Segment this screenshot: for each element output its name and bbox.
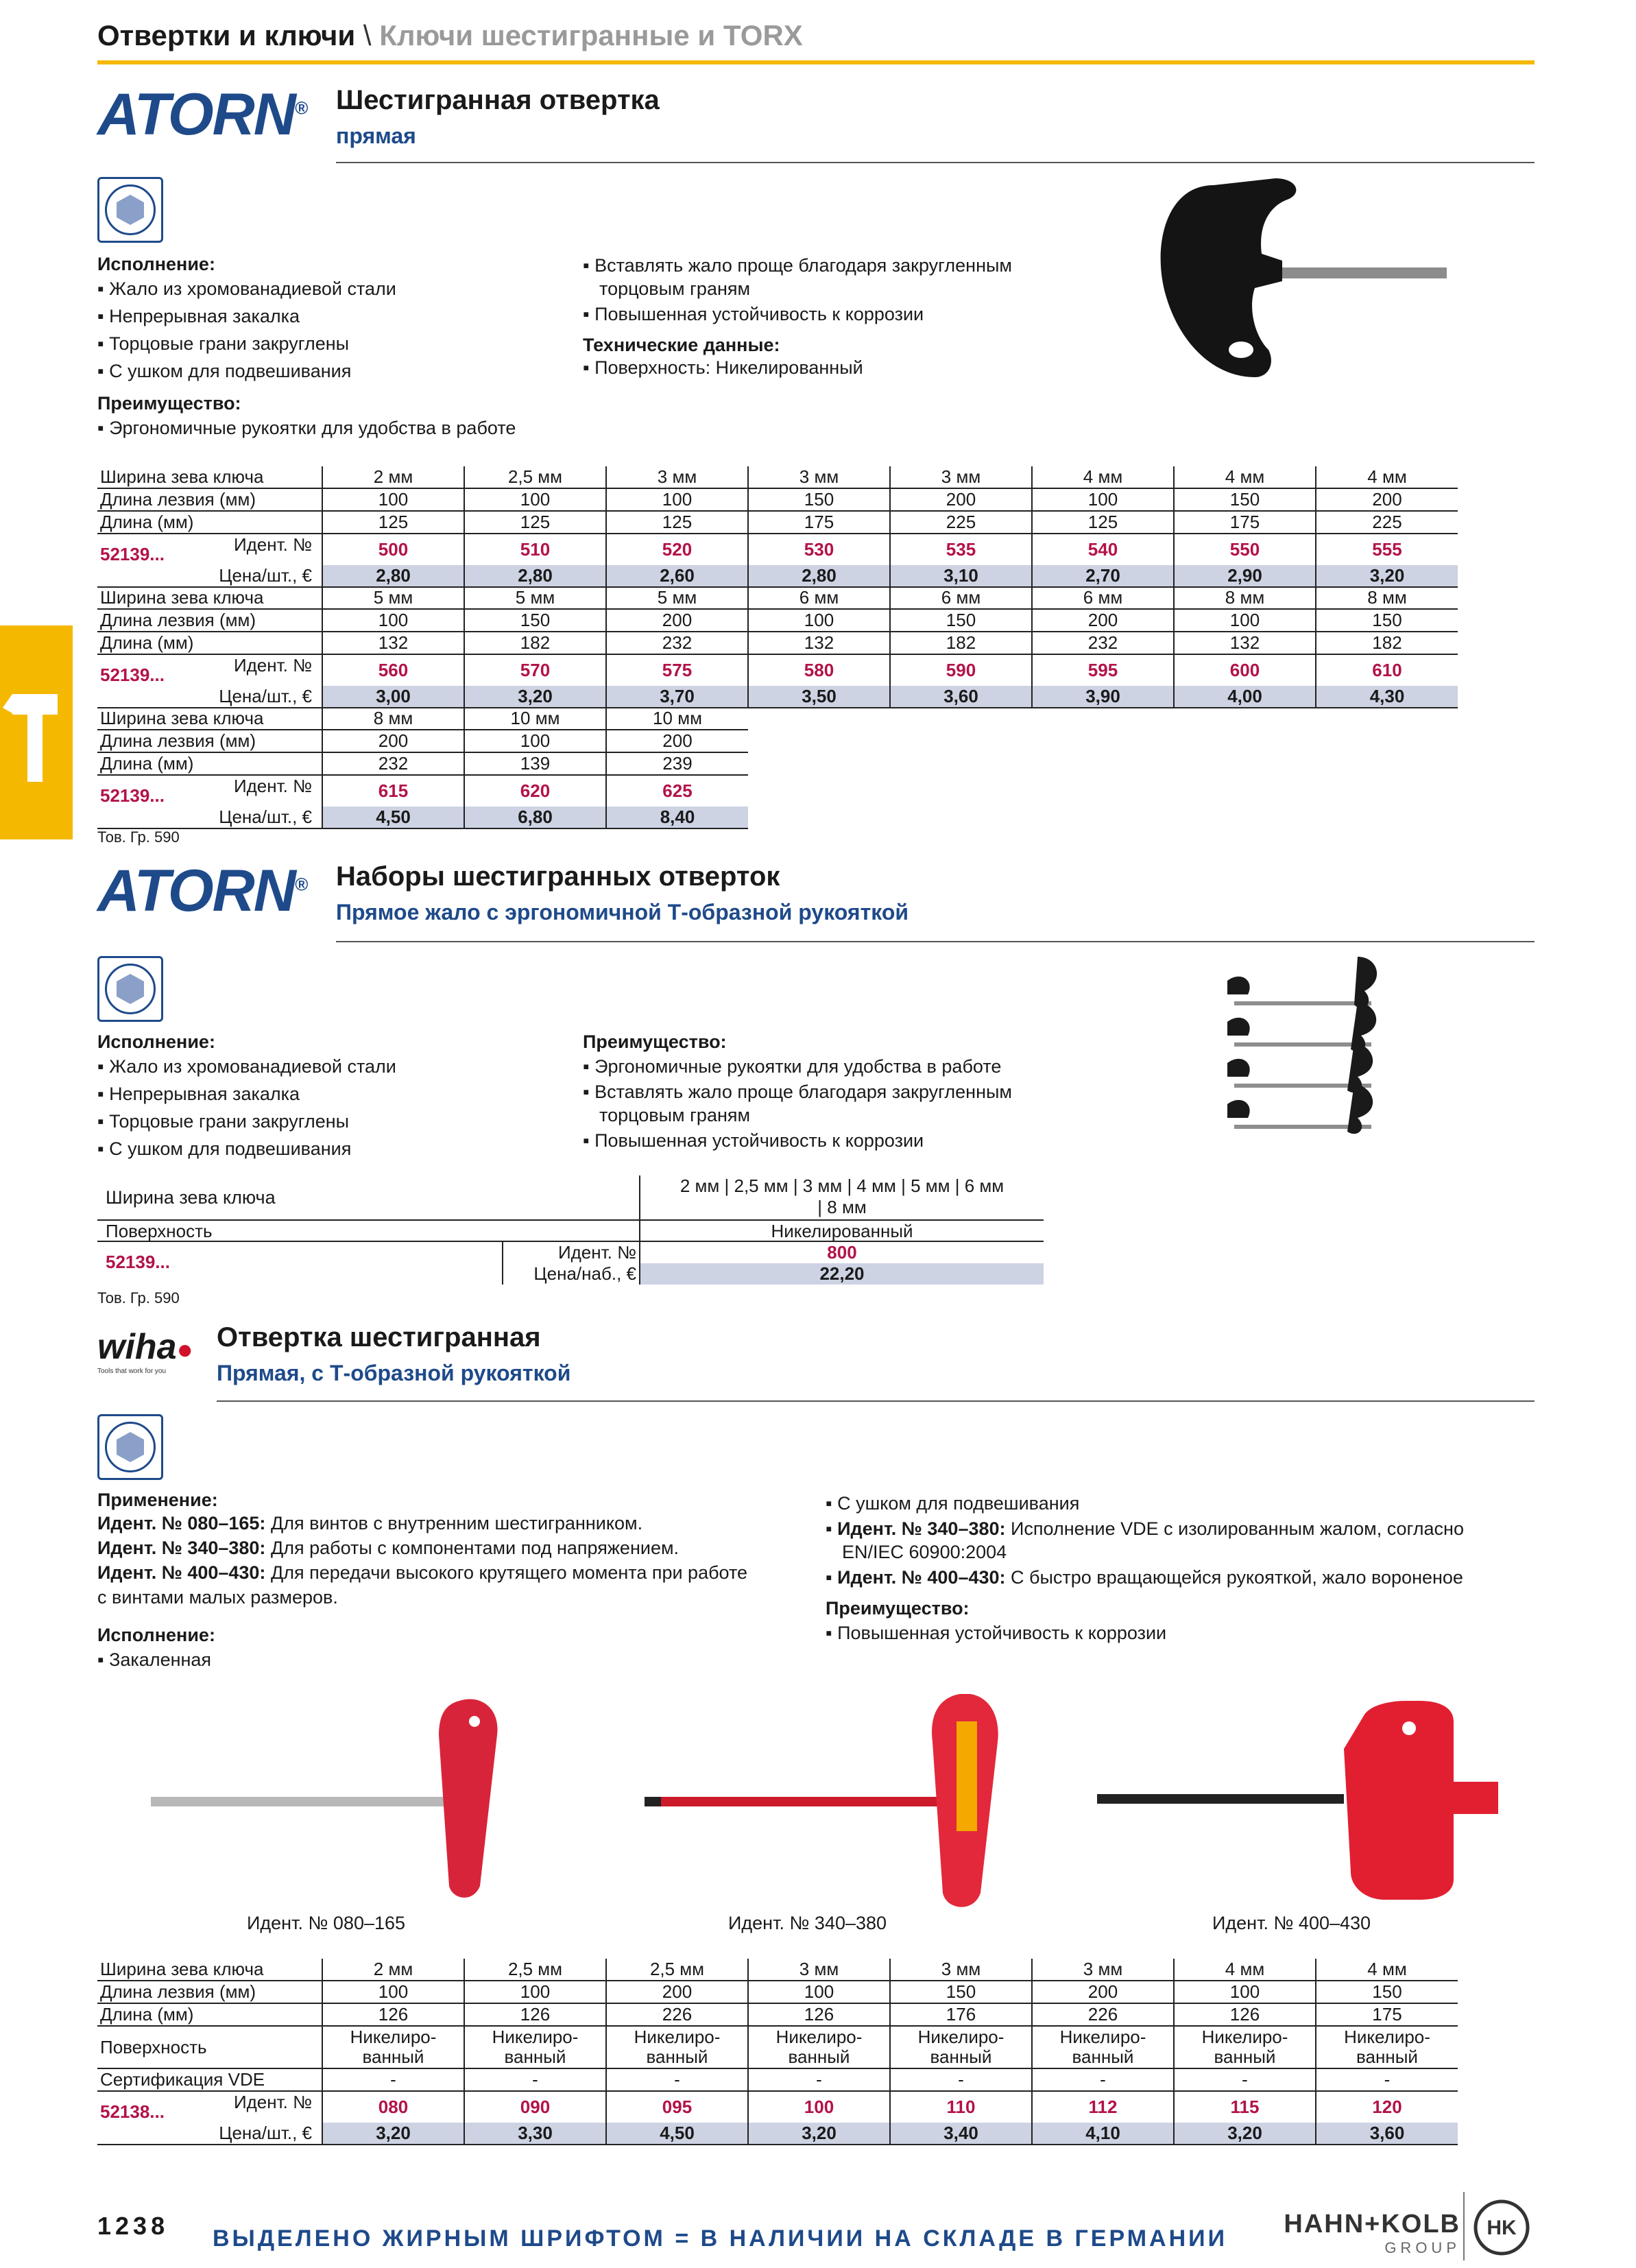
image-caption: Идент. № 340–380 xyxy=(728,1913,887,1933)
price-cell: 3,40 xyxy=(890,2123,1032,2145)
table-cell: Никелиро- ванный xyxy=(1174,2026,1316,2068)
list-item: ▪ Торцовые грани закруглены xyxy=(97,330,516,357)
ident-code: 115 xyxy=(1174,2091,1316,2123)
s1-tech-label: Технические данные: xyxy=(583,335,780,355)
table-cell: 4 мм xyxy=(1316,466,1458,488)
list-item: ▪ Торцовые грани закруглены xyxy=(97,1108,396,1135)
table-cell: 100 xyxy=(1174,1981,1316,2003)
ident-label-cell xyxy=(97,654,322,686)
table-cell: 4 мм xyxy=(1032,466,1174,488)
table-cell: 200 xyxy=(606,1981,748,2003)
surface-row xyxy=(97,2026,1458,2068)
row-label: Длина лезвия (мм) xyxy=(97,1981,322,2003)
price-cell: 22,20 xyxy=(639,1263,1044,1285)
s2-adv-label: Преимущество: xyxy=(583,1031,727,1052)
table-cell: 4 мм xyxy=(1316,1959,1458,1981)
header-subtitle: Ключи шестигранные и TORX xyxy=(379,19,803,51)
price-cell: 3,20 xyxy=(1174,2123,1316,2145)
width-values xyxy=(639,1175,1044,1221)
ident-code: 120 xyxy=(1316,2091,1458,2123)
s1-table-3 xyxy=(97,708,748,829)
price-cell: 4,50 xyxy=(322,807,464,828)
article-prefix: 52138... xyxy=(100,2101,165,2122)
row-label: Ширина зева ключа xyxy=(97,708,322,730)
ident-code: 600 xyxy=(1174,654,1316,686)
table-cell: 182 xyxy=(890,632,1032,654)
table-cell: 150 xyxy=(464,609,606,632)
list-item: ▪ Повышенная устойчивость к коррозии xyxy=(826,1619,1464,1647)
table-cell: 175 xyxy=(1174,511,1316,534)
article-prefix: 52139... xyxy=(100,665,165,685)
table-cell: 4 мм xyxy=(1174,466,1316,488)
s2-title: Наборы шестигранных отверток xyxy=(336,861,780,892)
price-cell: 3,20 xyxy=(1316,565,1458,587)
s1-col2 xyxy=(583,254,1012,379)
row-label: Длина (мм) xyxy=(97,752,322,775)
header-separator: \ xyxy=(363,19,372,51)
table-cell: - xyxy=(1316,2068,1458,2091)
article-prefix: 52139... xyxy=(106,1252,170,1272)
article-prefix: 52139... xyxy=(100,785,165,806)
table-cell: 125 xyxy=(322,511,464,534)
row-label: Поверхность xyxy=(106,1221,213,1241)
price-label: Цена/шт., € xyxy=(97,2123,322,2145)
list-item: ▪ Идент. № 400–430: С быстро вращающейся рукояткой, жало вороненое xyxy=(826,1564,1464,1591)
table-cell: 200 xyxy=(890,488,1032,511)
table-cell: 100 xyxy=(748,609,890,632)
table-cell: 132 xyxy=(1174,632,1316,654)
table-cell: 4 мм xyxy=(1174,1959,1316,1981)
s2-table xyxy=(97,1175,1044,1285)
hk-emblem-icon xyxy=(1473,2199,1530,2256)
table-cell: 2,5 мм xyxy=(464,1959,606,1981)
ident-code: 530 xyxy=(748,534,890,565)
table-cell: 200 xyxy=(606,730,748,752)
s1-rule xyxy=(336,162,1535,163)
s2-exec xyxy=(97,1031,396,1162)
table-cell: 175 xyxy=(748,511,890,534)
ident-code: 555 xyxy=(1316,534,1458,565)
table-cell: 226 xyxy=(606,2003,748,2026)
stock-note: ВЫДЕЛЕНО ЖИРНЫМ ШРИФТОМ = В НАЛИЧИИ НА СКЛАДЕ В ГЕРМАНИИ xyxy=(213,2225,1228,2252)
table-cell: 100 xyxy=(322,488,464,511)
table-cell: 226 xyxy=(1032,2003,1174,2026)
list-item: торцовым граням xyxy=(599,1105,751,1125)
ident-code: 625 xyxy=(606,775,748,807)
table-cell: 2,5 мм xyxy=(464,466,606,488)
table-cell: 175 xyxy=(1316,2003,1458,2026)
table-cell: 232 xyxy=(1032,632,1174,654)
table-cell: 3 мм xyxy=(748,1959,890,1981)
s1-table-1 xyxy=(97,466,1458,588)
ident-code: 095 xyxy=(606,2091,748,2123)
table-cell: - xyxy=(606,2068,748,2091)
table-cell: 200 xyxy=(322,730,464,752)
table-cell: Никелиро- ванный xyxy=(748,2026,890,2068)
s2-exec-label: Исполнение: xyxy=(97,1031,215,1052)
table-cell: 126 xyxy=(1174,2003,1316,2026)
list-item: ▪ Вставлять жало проще благодаря закругленным xyxy=(583,254,1012,277)
table-cell: Никелиро- ванный xyxy=(322,2026,464,2068)
price-cell: 8,40 xyxy=(606,807,748,828)
s2-subtitle: Прямое жало с эргономичной Т-образной рукояткой xyxy=(336,900,909,924)
brand-name: HAHN+KOLB xyxy=(1284,2210,1460,2239)
price-cell: 3,70 xyxy=(606,686,748,708)
table-cell: 3 мм xyxy=(1032,1959,1174,1981)
table-cell: 139 xyxy=(464,752,606,775)
table-cell: 176 xyxy=(890,2003,1032,2026)
price-cell: 3,50 xyxy=(748,686,890,708)
row-label: Длина лезвия (мм) xyxy=(97,609,322,632)
price-label: Цена/шт., € xyxy=(97,807,322,828)
s3-exec-label: Исполнение: xyxy=(97,1625,215,1645)
table-cell: 232 xyxy=(322,752,464,775)
table-cell: 125 xyxy=(1032,511,1174,534)
s3-application xyxy=(97,1490,747,1673)
ident-label: Идент. № xyxy=(233,776,312,796)
table-cell: 3 мм xyxy=(748,466,890,488)
table-cell: Никелиро- ванный xyxy=(464,2026,606,2068)
s3-subtitle: Прямая, с Т-образной рукояткой xyxy=(217,1361,571,1385)
ident-code: 595 xyxy=(1032,654,1174,686)
table-cell: 150 xyxy=(890,609,1032,632)
atorn-logo: ATORN® xyxy=(97,82,306,147)
list-item-cont: EN/IEC 60900:2004 xyxy=(842,1542,1007,1562)
table-cell: 6 мм xyxy=(1032,587,1174,609)
table-cell: Никелиро- ванный xyxy=(1316,2026,1458,2068)
price-cell: 2,90 xyxy=(1174,565,1316,587)
s3-col2 xyxy=(826,1490,1464,1647)
list-item: ▪ С ушком для подвешивания xyxy=(97,1135,396,1162)
list-item: ▪ Непрерывная закалка xyxy=(97,302,516,330)
hex-icon xyxy=(97,177,163,243)
svg-text:HK: HK xyxy=(1487,2217,1517,2239)
wiha-screwdriver-080-image xyxy=(151,1694,562,1907)
table-cell: 200 xyxy=(606,609,748,632)
price-label: Цена/наб., € xyxy=(533,1263,636,1284)
row-label: Длина (мм) xyxy=(97,2003,322,2026)
image-caption: Идент. № 400–430 xyxy=(1212,1913,1371,1933)
app-line-3: Идент. № 400–430: Для передачи высокого крутящего момента при работе xyxy=(97,1562,748,1583)
table-cell: - xyxy=(1174,2068,1316,2091)
ident-code: 110 xyxy=(890,2091,1032,2123)
table-cell: 100 xyxy=(322,1981,464,2003)
product-group-label: Тов. Гр. 590 xyxy=(97,1289,180,1306)
ident-label: Идент. № xyxy=(233,655,312,676)
table-cell: Никелиро- ванный xyxy=(606,2026,748,2068)
wiha-logo-text: wiha xyxy=(97,1327,177,1367)
ident-code: 620 xyxy=(464,775,606,807)
ident-label: Идент. № xyxy=(233,534,312,555)
table-cell: 100 xyxy=(606,488,748,511)
price-cell: 3,90 xyxy=(1032,686,1174,708)
table-cell: 5 мм xyxy=(464,587,606,609)
header-rule xyxy=(97,60,1535,64)
row-label: Ширина зева ключа xyxy=(106,1187,276,1208)
ident-code: 570 xyxy=(464,654,606,686)
row-label: Длина лезвия (мм) xyxy=(97,730,322,752)
table-cell: 100 xyxy=(1174,609,1316,632)
table-cell: 125 xyxy=(464,511,606,534)
row-label: Длина (мм) xyxy=(97,511,322,534)
ident-code: 535 xyxy=(890,534,1032,565)
table-cell: 5 мм xyxy=(606,587,748,609)
table-cell: 10 мм xyxy=(464,708,606,730)
app-line-1: Идент. № 080–165: Для винтов с внутренним шестигранником. xyxy=(97,1513,643,1533)
page-number: 1238 xyxy=(97,2212,169,2240)
price-cell: 4,10 xyxy=(1032,2123,1174,2145)
row-label: Ширина зева ключа xyxy=(97,1959,322,1981)
table-cell: 8 мм xyxy=(1174,587,1316,609)
row-label: Длина лезвия (мм) xyxy=(97,488,322,511)
s1-exec-label: Исполнение: xyxy=(97,254,215,274)
side-tab xyxy=(0,625,73,839)
list-item: ▪ Повышенная устойчивость к коррозии xyxy=(583,1127,1012,1154)
ident-label: Идент. № xyxy=(557,1242,636,1263)
hahn-kolb-logo xyxy=(1241,2210,1460,2257)
ident-code: 540 xyxy=(1032,534,1174,565)
width-values-line-1: 2 мм | 2,5 мм | 3 мм | 4 мм | 5 мм | 6 мм xyxy=(679,1175,1005,1196)
price-cell: 3,20 xyxy=(464,686,606,708)
row-label: Сертификация VDE xyxy=(97,2068,322,2091)
ident-label-cell xyxy=(97,534,322,565)
price-cell: 2,80 xyxy=(464,565,606,587)
ident-label-cell xyxy=(97,775,322,807)
article-prefix: 52139... xyxy=(100,544,165,564)
table-cell: 8 мм xyxy=(1316,587,1458,609)
ident-code: 500 xyxy=(322,534,464,565)
table-cell: 200 xyxy=(1032,1981,1174,2003)
s3-adv-label: Преимущество: xyxy=(826,1598,970,1619)
ident-code: 580 xyxy=(748,654,890,686)
s2-adv xyxy=(583,1031,1012,1154)
table-cell: 150 xyxy=(1316,609,1458,632)
table-cell: 225 xyxy=(890,511,1032,534)
table-cell: 100 xyxy=(748,1981,890,2003)
s1-title: Шестигранная отвертка xyxy=(336,85,660,115)
s3-title: Отвертка шестигранная xyxy=(217,1322,541,1352)
table-cell: 100 xyxy=(464,1981,606,2003)
ident-code: 080 xyxy=(322,2091,464,2123)
image-caption: Идент. № 080–165 xyxy=(247,1913,406,1933)
table-cell: 5 мм xyxy=(322,587,464,609)
s2-rule xyxy=(336,941,1535,942)
ident-code: 615 xyxy=(322,775,464,807)
table-cell: 126 xyxy=(322,2003,464,2026)
s1-subtitle: прямая xyxy=(336,123,416,148)
table-cell: 182 xyxy=(1316,632,1458,654)
ident-code: 112 xyxy=(1032,2091,1174,2123)
s3-rule xyxy=(217,1400,1535,1402)
ident-code: 550 xyxy=(1174,534,1316,565)
table-cell: 100 xyxy=(464,730,606,752)
table-cell: 125 xyxy=(606,511,748,534)
table-cell: 182 xyxy=(464,632,606,654)
table-cell: Никелиро- ванный xyxy=(1032,2026,1174,2068)
ident-code: 560 xyxy=(322,654,464,686)
row-label: Ширина зева ключа xyxy=(97,466,322,488)
table-cell: 3 мм xyxy=(890,1959,1032,1981)
list-item: ▪ Эргономичные рукоятки для удобства в работе xyxy=(97,414,516,442)
table-cell: 232 xyxy=(606,632,748,654)
ident-code: 520 xyxy=(606,534,748,565)
wiha-tagline: Tools that work for you xyxy=(97,1368,167,1375)
table-cell: - xyxy=(464,2068,606,2091)
ident-code: 100 xyxy=(748,2091,890,2123)
table-cell: 6 мм xyxy=(748,587,890,609)
hex-icon xyxy=(97,1414,163,1480)
price-cell: 4,00 xyxy=(1174,686,1316,708)
list-item: ▪ Непрерывная закалка xyxy=(97,1080,396,1108)
list-item: ▪ С ушком для подвешивания xyxy=(97,357,516,385)
s3-table xyxy=(97,1959,1458,2145)
ident-code: 800 xyxy=(639,1242,1044,1263)
price-cell: 3,60 xyxy=(890,686,1032,708)
price-cell: 3,10 xyxy=(890,565,1032,587)
table-cell: 150 xyxy=(1316,1981,1458,2003)
price-cell: 3,20 xyxy=(748,2123,890,2145)
app-line-4: с винтами малых размеров. xyxy=(97,1587,338,1608)
table-cell: 132 xyxy=(322,632,464,654)
price-cell: 3,20 xyxy=(322,2123,464,2145)
table-cell: 150 xyxy=(748,488,890,511)
table-cell: Никелированный xyxy=(639,1221,1044,1242)
price-cell: 6,80 xyxy=(464,807,606,828)
row-label: Длина (мм) xyxy=(97,632,322,654)
table-cell: 200 xyxy=(1032,609,1174,632)
wiha-screwdriver-340-image xyxy=(645,1694,1070,1913)
list-item: ▪ Вставлять жало проще благодаря закругленным xyxy=(583,1080,1012,1103)
table-cell: 150 xyxy=(890,1981,1032,2003)
table-cell: Никелиро- ванный xyxy=(890,2026,1032,2068)
table-cell: 8 мм xyxy=(322,708,464,730)
brand-group: GROUP xyxy=(1384,2239,1460,2256)
table-cell: - xyxy=(890,2068,1032,2091)
list-item: торцовым граням xyxy=(599,278,751,299)
table-cell: 2 мм xyxy=(322,466,464,488)
table-cell: 200 xyxy=(1316,488,1458,511)
price-cell: 3,60 xyxy=(1316,2123,1458,2145)
table-cell: 126 xyxy=(748,2003,890,2026)
list-item: ▪ Жало из хромованадиевой стали xyxy=(97,275,516,302)
screwdriver-set-image xyxy=(1220,953,1385,1166)
table-cell: - xyxy=(748,2068,890,2091)
list-item: ▪ Поверхность: Никелированный xyxy=(583,356,1012,379)
table-cell: 132 xyxy=(748,632,890,654)
hammer-icon xyxy=(0,625,73,839)
page-header xyxy=(97,19,803,52)
table-cell: - xyxy=(1032,2068,1174,2091)
price-label: Цена/шт., € xyxy=(97,565,322,587)
header-title: Отвертки и ключи xyxy=(97,19,356,51)
ident-code: 590 xyxy=(890,654,1032,686)
ident-label: Идент. № xyxy=(233,2092,312,2112)
price-cell: 2,80 xyxy=(322,565,464,587)
table-cell: 2 мм xyxy=(322,1959,464,1981)
product-group-label: Тов. Гр. 590 xyxy=(97,828,180,846)
table-cell: 3 мм xyxy=(606,466,748,488)
list-item: ▪ Эргономичные рукоятки для удобства в работе xyxy=(583,1053,1012,1080)
ident-code: 610 xyxy=(1316,654,1458,686)
atorn-logo: ATORN® xyxy=(97,858,306,924)
price-cell: 2,80 xyxy=(748,565,890,587)
row-label: Поверхность xyxy=(97,2026,322,2068)
ident-label-cell xyxy=(97,2091,322,2123)
row-label: Ширина зева ключа xyxy=(97,587,322,609)
footer-divider xyxy=(1463,2192,1465,2260)
table-cell: 100 xyxy=(322,609,464,632)
width-values-line-2: | 8 мм xyxy=(817,1197,867,1217)
table-cell: 3 мм xyxy=(890,466,1032,488)
table-cell: - xyxy=(322,2068,464,2091)
list-item: ▪ Жало из хромованадиевой стали xyxy=(97,1053,396,1080)
wiha-screwdriver-400-image xyxy=(1097,1701,1508,1900)
list-item: ▪ Закаленная xyxy=(97,1646,747,1673)
table-cell: 2,5 мм xyxy=(606,1959,748,1981)
s3-app-label: Применение: xyxy=(97,1490,218,1510)
s1-exec xyxy=(97,254,516,442)
table-cell: 100 xyxy=(464,488,606,511)
table-cell: 100 xyxy=(1032,488,1174,511)
price-cell: 4,30 xyxy=(1316,686,1458,708)
list-item: ▪ С ушком для подвешивания xyxy=(826,1490,1464,1517)
hex-icon xyxy=(97,956,163,1022)
list-item: ▪ Повышенная устойчивость к коррозии xyxy=(583,300,1012,328)
price-cell: 2,70 xyxy=(1032,565,1174,587)
list-item: ▪ Идент. № 340–380: Исполнение VDE с изолированным жалом, согласно xyxy=(826,1517,1464,1540)
price-cell: 2,60 xyxy=(606,565,748,587)
price-cell: 3,30 xyxy=(464,2123,606,2145)
table-cell: 126 xyxy=(464,2003,606,2026)
ident-code: 090 xyxy=(464,2091,606,2123)
s1-adv-label: Преимущество: xyxy=(97,393,241,414)
price-cell: 3,00 xyxy=(322,686,464,708)
t-handle-screwdriver-image xyxy=(1138,171,1454,398)
ident-code: 575 xyxy=(606,654,748,686)
table-cell: 6 мм xyxy=(890,587,1032,609)
wiha-logo: wiha● Tools that work for you xyxy=(97,1329,207,1377)
s1-table-2 xyxy=(97,587,1458,708)
price-cell: 4,50 xyxy=(606,2123,748,2145)
table-cell: 10 мм xyxy=(606,708,748,730)
table-cell: 150 xyxy=(1174,488,1316,511)
app-line-2: Идент. № 340–380: Для работы с компонентами под напряжением. xyxy=(97,1538,679,1558)
table-cell: 239 xyxy=(606,752,748,775)
table-cell: 225 xyxy=(1316,511,1458,534)
ident-code: 510 xyxy=(464,534,606,565)
price-label: Цена/шт., € xyxy=(97,686,322,708)
